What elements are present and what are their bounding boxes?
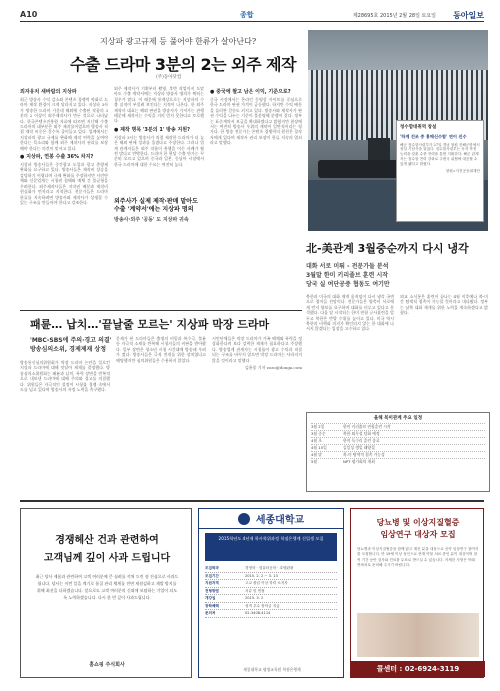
university-ad[interactable] — [198, 508, 344, 678]
table-cell-value: 한미 키리졸브 연합훈련 시작 — [343, 424, 391, 429]
trial-title-1: 당뇨병 및 이상지질혈증 — [376, 518, 460, 527]
apology-body: 최근 당사 제품과 관련하여 고객 여러분께 큰 심려를 끼쳐 드린 점 진심으로 사과드립니다. 당사는 이번 일을 계기로 품질 관리 체계를 전면 재점검하고 재발 방지를 위해 최선을 다하겠습니다. 앞으로도 고객 여러분의 신뢰에 보답하는 기업이 되도록 노력하겠습니다. 다시 한 번 깊이 사과드립니다. — [35, 574, 179, 600]
photo-caption — [396, 120, 484, 222]
mid-column-1 — [306, 294, 394, 408]
admission-row — [205, 603, 337, 611]
clinical-trial-ad[interactable] — [350, 508, 484, 678]
university-footer: 세종대학교 평생교육원 학점은행제 — [243, 667, 301, 672]
lead-byline: (주)동아닷컴 — [156, 75, 182, 80]
table-cell-value: NPT 평가회의 개최 — [343, 459, 375, 464]
admission-row — [205, 610, 337, 618]
second-subline-1: 'MBC-SBS에 주의·경고 의결' — [30, 337, 112, 344]
admission-label: 장학혜택 — [205, 603, 219, 608]
lead-column-1 — [20, 86, 108, 308]
trial-call-center[interactable]: 콜센터 : 02-6924-3119 — [351, 661, 485, 677]
admission-label: 모집학과 — [205, 566, 219, 570]
caption-credit: 창원=사진공동취재단 — [445, 169, 480, 174]
apology-signature: 홈쇼핑 주식회사 — [89, 662, 125, 668]
table-cell-key: 4월 15일 — [311, 445, 327, 450]
lead-subhead-3: 외주사가 실제 제작·판매 맡아도 수출 '계약서'에는 지상파 명의 — [114, 198, 198, 213]
table-cell-value: 북-미 탐색적 접촉 가능성 — [343, 452, 385, 457]
lead-text-1: 최근 방송사 수익 감소와 콘텐츠 경쟁력 약화로 드라마 제작 환경이 크게 달라지고 있다. 지상파 3사가 방송한 드라마 가운데 해외에 수출된 작품의 3분의 2 이상이 외주제작사가 만든 것으로 나타났다. 한국콘텐츠진흥원 자료에 따르면 지난해 수출 드라마의 대부분은 외주 제작물이었으며 방송사 직접 제작 비중은 갈수록 줄어들고 있다. 업계에서는 지상파의 광고 규제를 완화해 제작 여력을 높여야 한다는 목소리와 함께 외주 제작사의 권리를 보장해야 한다는 의견이 맞서고 있다. — [20, 97, 108, 151]
table-cell-value: 북한 외무성 담화 예정 — [343, 431, 380, 436]
university-emblem-icon — [238, 513, 250, 525]
admission-row — [205, 595, 337, 603]
lead-text-4: 지상파 3사는 방송사가 직접 제작한 드라마가 더 높은 해외 판매 성과를 올렸다고 주장한다. 그러나 업계 관계자들은 외주 작품이 흥행을 이끈 사례가 훨씬 많다고 반박한다. 드라마 한 편당 수출 단가는 꾸준히 오르고 있으며 중국과 일본, 동남아 시장에서 한국 드라마에 대한 수요는 여전히 높다. — [114, 134, 204, 167]
mid-text-2: 외교 소식통은 훈련이 끝나는 4월 이후에나 북-미 간 탐색적 접촉이 가능할 것이라고 내다봤다. 정부는 남북 대화 재개를 위한 노력을 계속하겠다고 밝혔다. — [400, 294, 488, 316]
apology-ad[interactable] — [20, 508, 192, 678]
lead-kicker: 지상파 광고규제 등 풀어야 한류가 살아난다? — [100, 37, 257, 46]
schedule-table — [306, 412, 490, 492]
table-title: 올해 북미관계 주요 일정 — [373, 416, 423, 421]
mid-subline-2: 3월말 한미 키리졸브 훈련 시작 — [306, 272, 389, 279]
table-row — [311, 437, 485, 444]
table-row — [311, 458, 485, 465]
lead-text-3: 외주 제작사가 기획부터 촬영, 후반 작업까지 도맡아도 수출 계약서에는 지상파 방송사 명의가 찍히는 경우가 많다. 이 때문에 통계상으로는 지상파의 수출 실적이 부풀려 보인다는 지적이 나온다. 한 외주제작사 대표는 해외 판권을 방송사가 가져가는 관행 때문에 제작사는 수익을 거의 얻지 못한다고 토로했다. — [114, 86, 204, 124]
admission-value: 2015. 2. 2 ~ 3. 13 — [245, 573, 278, 578]
mid-subline-3: 당국 실 여단공중 협동도 여기만 — [306, 281, 390, 288]
admission-value: 경영학 · 컴퓨터공학 · 호텔관광 — [245, 566, 294, 570]
admission-value: 성적 우수 장학금 지급 — [245, 603, 280, 608]
table-cell-value: 김일성 생일 태양절 — [343, 445, 375, 450]
lead-column-3 — [210, 86, 302, 308]
admission-value: 02-3408-4114 — [245, 611, 271, 615]
page-number: A10 — [20, 10, 38, 19]
newspaper-logo[interactable]: 동아일보 — [453, 10, 484, 20]
table-row — [311, 444, 485, 451]
second-text-3: 시민단체들은 막장 드라마가 가족 해체와 폭력을 정상화한다며 보다 강력한 제재가 필요하다고 주장했다. 방송업계 관계자는 시청률이 광고 수익과 직결되는 구조를 바꾸지 않으면 막장 드라마는 사라지지 않을 것이라고 말했다. — [212, 336, 302, 363]
mid-sublines — [306, 262, 490, 289]
second-column-1 — [20, 360, 110, 494]
admission-row — [205, 588, 337, 596]
photo-submarine-tower — [368, 138, 390, 162]
admission-label: 전형방법 — [205, 588, 219, 593]
mid-text-1: 북한과 미국의 대화 재개 움직임이 다시 냉각 국면으로 접어들 전망이다. 전문가들은 양측이 서로에게 먼저 양보를 요구하며 대화를 미루고 있다고 분석했다. 다음 달 시작되는 한미 연합 군사훈련을 앞두고 북한은 반발 수위를 높이고 있다. 미국 역시 북한의 비핵화 의지가 확인되지 않는 한 대화에 나서지 않겠다는 입장을 고수하고 있다. — [306, 294, 394, 332]
table-cell-key: 3월 2일 — [311, 424, 325, 429]
trial-photo — [357, 613, 479, 657]
admission-row — [205, 573, 337, 581]
page-header — [20, 10, 484, 22]
table-row — [311, 423, 485, 430]
apology-title-2: 고객님께 깊이 사과 드립니다 — [43, 553, 171, 564]
mid-column-2 — [400, 294, 488, 408]
admission-value: 서류 및 면접 — [245, 588, 265, 593]
trial-title-2: 임상연구 대상자 모집 — [380, 530, 456, 539]
lead-text-5: 중국 시장에서는 온라인 동영상 사이트를 중심으로 한국 드라마 판권 가격이 급등했다. 하지만 수익 배분을 둘러싼 갈등도 커지고 있다. 방송사와 제작사가 판권 수익을 나누는 기준이 불분명해 분쟁이 잦다. 정부는 표준계약서 보급을 확대하겠다고 밝혔지만 현장에서는 여전히 방송사 우위의 계약이 일반적이라는 평가다. 한 방송 전문가는 콘텐츠 경쟁력의 원천은 창작자에게 있다며 제작사 권리 보장이 한류 지속의 열쇠라고 말했다. — [210, 97, 302, 146]
second-credit: 김윤종 기자 zozo@donga.com — [244, 365, 302, 371]
section-label: 종합 — [240, 11, 254, 19]
lead-headline[interactable]: 수출 드라마 3분의 2는 외주 제작 — [69, 55, 297, 74]
trial-body: 당뇨병과 이상지질혈증을 함께 앓고 계신 분을 대상으로 신약 임상연구 참여자를 모집합니다. 만 19세 이상 성인으로 현재 약물 치료 중인 분이 대상이며 참여 기간 동안 검사와 진료를 무료로 받으실 수 있습니다. 자세한 사항은 아래 연락처로 문의해 주시기 바랍니다. — [357, 547, 479, 568]
admission-label: 모집기간 — [205, 573, 219, 578]
caption-text: 해군 잠수함사령부가 27일 경남 창원 진해군항에서 창설 기념식을 열었다. 잠수함사령부는 독자 작전 능력을 갖춘 수중 전력을 통합 지휘한다. 해군 관계자는 잠수함 전력 강화로 주변국 위협에 대응할 수 있게 됐다고 밝혔다. — [400, 142, 480, 166]
divider — [20, 310, 302, 311]
table-row — [311, 451, 485, 458]
second-text-1: 방송통신심의위원회가 막장 드라마 논란을 일으킨 지상파 드라마에 대해 잇달아 제재를 결정했다. 방송심의소위원회는 패륜과 납치, 폭력 장면을 반복적으로 내보낸 드라마에 대해 주의와 경고를 의결했다. 위원들은 자극적인 설정이 시청률 경쟁 속에서 도를 넘고 있다며 방송사의 자정 노력을 촉구했다. — [20, 360, 110, 393]
admission-value: 2015. 3. 2 — [245, 596, 264, 600]
lead-subhead-2: ● 지상파, 연봉 수출 36% 차지? — [20, 154, 94, 161]
lead-subhead-1: 외자유치 새바람의 지상파 — [20, 89, 77, 95]
table-cell-key: 4월 말 — [311, 452, 322, 457]
university-header — [199, 509, 343, 529]
second-column-3 — [212, 336, 302, 494]
second-column-2 — [116, 336, 206, 494]
admission-label: 지원자격 — [205, 581, 219, 585]
ad-section-divider — [20, 500, 484, 502]
admission-banner: 2015학년도 4년제 학사학위과정 학점은행제 신입생 모집 — [205, 533, 337, 561]
mid-subline-1: 대화 서로 미뤄 - 전문가들 분석 — [306, 263, 389, 270]
lead-pullquote — [114, 196, 204, 236]
lead-text-2: 지상파 방송사들은 중간광고 도입과 광고 총량제 완화를 요구하고 있다. 방송사들은 제작비 상승을 감당하기 어렵다며 규제 완화를 주장하지만 시민단체와 신문업계는 시청권 침해와 매체 간 불균형을 우려한다. 외주제작사들은 저작권 배분과 제작비 현실화가 먼저라고 지적한다. 전문가들은 드라마 한류를 지속하려면 방송사와 제작사가 상생할 수 있는 구조를 만들어야 한다고 강조한다. — [20, 162, 108, 205]
second-subline-2: 방송심의소위, 경제제재 상정 — [30, 346, 107, 353]
table-cell-key: 4월 초 — [311, 438, 322, 443]
table-cell-value: 한미 독수리 훈련 종료 — [343, 438, 380, 443]
lead-subhead-4: 방송사·외주 '공동' 도 지상파 귀속 — [114, 217, 189, 223]
second-sublines — [30, 336, 112, 354]
table-cell-key: 3월 중순 — [311, 431, 326, 436]
second-headline[interactable]: 패륜… 납치…'끝날줄 모르는' 지상파 막장 드라마 — [30, 318, 270, 331]
admission-row — [205, 580, 337, 588]
caption-title: 청수함대취역 창설 — [400, 125, 437, 130]
lead-subhead-5: ● 제작 명목 '3분의 1' 방송 지원? — [114, 126, 191, 133]
admission-row — [205, 565, 337, 573]
table-row — [311, 430, 485, 437]
admission-label: 문의처 — [205, 611, 216, 615]
caption-headline: '하계 건조 중 홍해신수함' 연이 진수 — [400, 134, 467, 139]
university-name: 세종대학교 — [255, 515, 305, 526]
table-cell-key: 5월 — [311, 459, 318, 464]
mid-headline[interactable]: 北-美관계 3월중순까지 다시 냉각 — [306, 242, 469, 255]
apology-title-1: 경쟁헤산 건과 관련하여 — [55, 535, 159, 546]
lead-subhead-6: ● 중국에 팔고 남은 이익, 기준으로? — [210, 89, 291, 95]
admission-value: 고교 졸업 이상 학력 소지자 — [245, 581, 288, 585]
admission-label: 개강일 — [205, 596, 216, 600]
second-text-2: 문제가 된 드라마들은 출생의 비밀과 복수극, 불륜 등 자극적 소재를 반복해 시청자들의 비판을 받아왔다. 일부 장면은 청소년 시청 시간대에 방송돼 우려가 컸다. 방송사들은 극적 전개를 위한 장치였다고 해명했지만 심의위원들은 수용하지 않았다. — [116, 336, 206, 363]
issue-date: 제28695호 2015년 2월 28일 토요일 — [352, 13, 436, 19]
